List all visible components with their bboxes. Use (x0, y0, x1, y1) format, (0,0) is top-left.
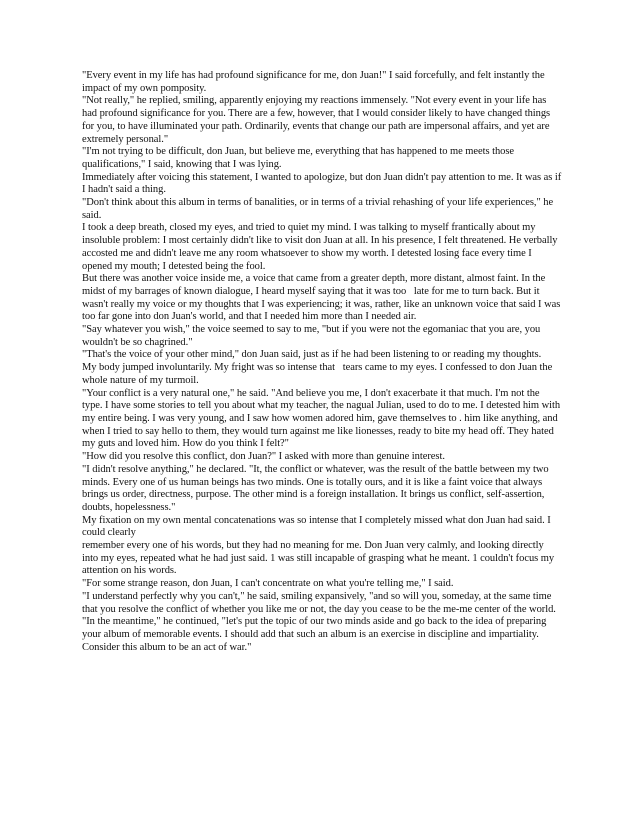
document-page (82, 70, 562, 654)
paragraph: "Your conflict is a very natural one," he said. "And believe you me, I don't exacerbate it that much. I'm not the type. I have some stories to tell you about what my teacher, the nagual Julian, used to do to me. I detested him with my entire being. I was very young, and I saw how women adored him, gave themselves to . him like anything, and when I tried to say hello to them, they would turn against me like lionesses, ready to bite my head off. They hated my guts and loved him. How do you think I felt?" (82, 387, 563, 450)
paragraph: My body jumped involuntarily. My fright was so intense that tears came to my eyes. I confessed to don Juan the whole nature of my turmoil. (82, 362, 555, 386)
paragraph: "Not really," he replied, smiling, apparently enjoying my reactions immensely. "Not every event in your life has had profound significance for you. There are a few, however, that I would consider likely to have changed things for you, to have illuminated your path. Ordinarily, events that change our path are impersonal affairs, and yet are extremely personal." (82, 95, 553, 145)
paragraph: "I didn't resolve anything," he declared. "It, the conflict or whatever, was the result of the battle between my two minds. Every one of us human beings has two minds. One is totally ours, and it is like a faint voice that always brings us order, directness, purpose. The other mind is a foreign installation. It brings us conflict, self-assertion, doubts, hopelessness." (82, 463, 552, 513)
paragraph: remember every one of his words, but they had no meaning for me. Don Juan very calmly, and looking directly into my eyes, repeated what he had just said. 1 was still incapable of grasping what he meant. 1 couldn't focus my attention on his words. (82, 540, 557, 577)
paragraph: "In the meantime," he continued, "let's put the topic of our two minds aside and go back to the idea of preparing your album of memorable events. I should add that such an album is an exercise in discipline and impartiality. Consider this album to be an act of war." (82, 616, 549, 653)
paragraph: "I'm not trying to be difficult, don Juan, but believe me, everything that has happened to me meets those qualifications," I said, knowing that I was lying. (82, 146, 517, 170)
paragraph: I took a deep breath, closed my eyes, and tried to quiet my mind. I was talking to myself frantically about my insoluble problem: I most certainly didn't like to visit don Juan at all. In his presence, I felt threatened. He verbally accosted me and didn't leave me any room whatsoever to show my worth. I detested losing face every time I opened my mouth; I detested being the fool. (82, 222, 561, 272)
paragraph: But there was another voice inside me, a voice that came from a greater depth, more distant, almost faint. In the midst of my barrages of known dialogue, I heard myself saying that it was too late for me to turn back. But it wasn't really my voice or my thoughts that I was experiencing; it was, rather, like an unknown voice that said I was too far gone into don Juan's world, and that I needed him more than I needed air. (82, 273, 563, 323)
paragraph: "Every event in my life has had profound significance for me, don Juan!" I said forcefully, and felt instantly the impact of my own pomposity. (82, 70, 548, 94)
paragraph: My fixation on my own mental concatenations was so intense that I completely missed what don Juan had said. I could clearly (82, 514, 554, 539)
paragraph: "How did you resolve this conflict, don Juan?" I asked with more than genuine interest. (82, 451, 445, 463)
paragraph: "Don't think about this album in terms of banalities, or in terms of a trivial rehashing of your life experiences," he said. (82, 197, 556, 221)
paragraph: "I understand perfectly why you can't," he said, smiling expansively, "and so will you, someday, at the same time that you resolve the conflict of whether you like me or not, the day you cease to be the me-me center of the world. (82, 590, 556, 615)
paragraph: "Say whatever you wish," the voice seemed to say to me, "but if you were not the egomaniac that you are, you wouldn't be so chagrined." (82, 324, 543, 348)
paragraph: Immediately after voicing this statement, I wanted to apologize, but don Juan didn't pay attention to me. It was as if I hadn't said a thing. (82, 171, 564, 196)
paragraph: "That's the voice of your other mind," don Juan said, just as if he had been listening to or reading my thoughts. (82, 349, 542, 361)
paragraph: "For some strange reason, don Juan, I can't concentrate on what you're telling me," I said. (82, 578, 454, 590)
